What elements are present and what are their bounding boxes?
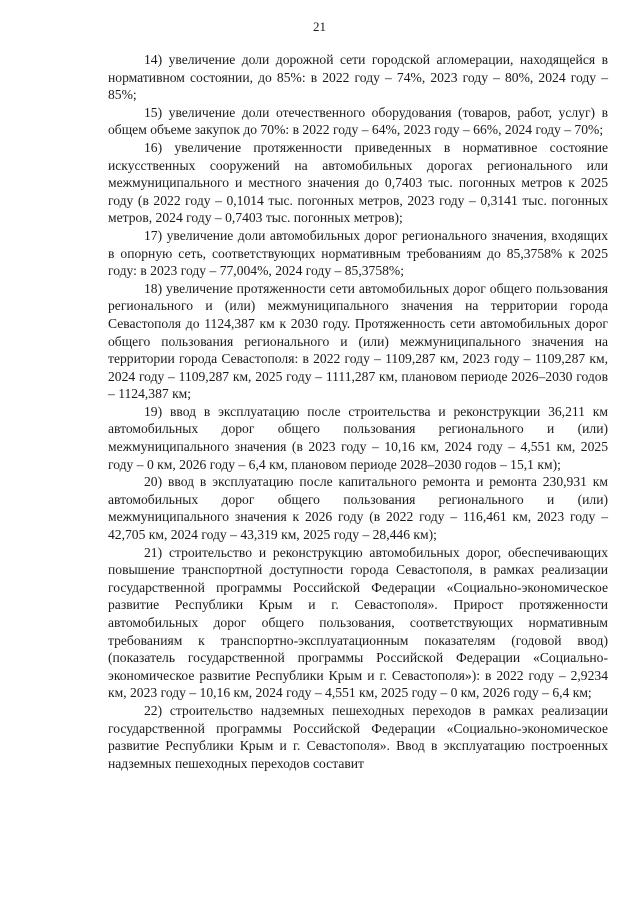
paragraph-item-22: 22) строительство надземных пешеходных переходов в рамках реализации государственной программы Российской Федерации «Социально-экономическое развитие Республики Крым и г. Севастополя». Ввод в эксплуатацию построенных надземных пешеходных переходов составит — [108, 702, 608, 771]
paragraph-item-16: 16) увеличение протяженности приведенных в нормативное состояние искусственных сооружений на автомобильных дорогах регионального или межмуниципального и местного значения до 0,7403 тыс. погонных метров к 2025 году (в 2022 году – 0,1014 тыс. погонных метров, 2023 году – 0,3141 тыс. погонных метров, 2024 году – 0,7403 тыс. погонных метров); — [108, 139, 608, 226]
paragraph-item-19: 19) ввод в эксплуатацию после строительства и реконструкции 36,211 км автомобильных дорог общего пользования регионального и (или) межмуниципального значения (в 2023 году – 10,16 км, 2024 году – 4,551 км, 2025 году – 0 км, 2026 году – 6,4 км, плановом периоде 2028–2030 годов – 15,1 км); — [108, 403, 608, 472]
paragraph-item-20: 20) ввод в эксплуатацию после капитального ремонта и ремонта 230,931 км автомобильных дорог общего пользования регионального и (или) межмуниципального значения к 2026 году (в 2022 году – 116,461 км, 2023 году – 42,705 км, 2024 году – 43,319 км, 2025 году – 28,446 км); — [108, 474, 608, 543]
paragraph-item-18: 18) увеличение протяженности сети автомобильных дорог общего пользования регионального и (или) межмуниципального значения на территории города Севастополя до 1124,387 км к 2030 году. Протяженность сети автомобильных дорог общего пользования регионального и (или) межмуниципального значения на территории города Севастополя: в 2022 году – 1109,287 км, 2023 году – 1109,287 км, 2024 году – 1109,287 км, 2025 году – 1111,287 км, плановом периоде 2026–2030 годов – 1124,387 км; — [108, 280, 608, 402]
paragraph-item-14: 14) увеличение доли дорожной сети городской агломерации, находящейся в нормативном состоянии, до 85%: в 2022 году – 74%, 2023 году – 80%, 2024 году – 85%; — [108, 52, 608, 103]
paragraph-item-21: 21) строительство и реконструкцию автомобильных дорог, обеспечивающих повышение транспортной доступности города Севастополя, в рамках реализации государственной программы Российской Федерации «Социально-экономическое развитие Республики Крым и г. Севастополя». Прирост протяженности автомобильных дорог общего пользования, соответствующих нормативным требованиям к транспортно-эксплуатационным показателям (годовой ввод) (показатель государственной программы Российской Федерации «Социально-экономическое развитие Республики Крым и г. Севастополя»): в 2022 году – 2,9234 км, 2023 году – 10,16 км, 2024 году – 4,551 км, 2025 году – 0 км, 2026 году – 6,4 км; — [108, 544, 608, 701]
page-number: 21 — [313, 19, 326, 34]
document-body — [108, 51, 608, 772]
paragraph-item-17: 17) увеличение доли автомобильных дорог регионального значения, входящих в опорную сеть, соответствующих нормативным требованиям до 85,3758% к 2025 году: в 2023 году – 77,004%, 2024 году – 85,3758%; — [108, 227, 608, 279]
paragraph-item-15: 15) увеличение доли отечественного оборудования (товаров, работ, услуг) в общем объеме закупок до 70%: в 2022 году – 64%, 2023 году – 66%, 2024 году – 70%; — [108, 104, 608, 138]
